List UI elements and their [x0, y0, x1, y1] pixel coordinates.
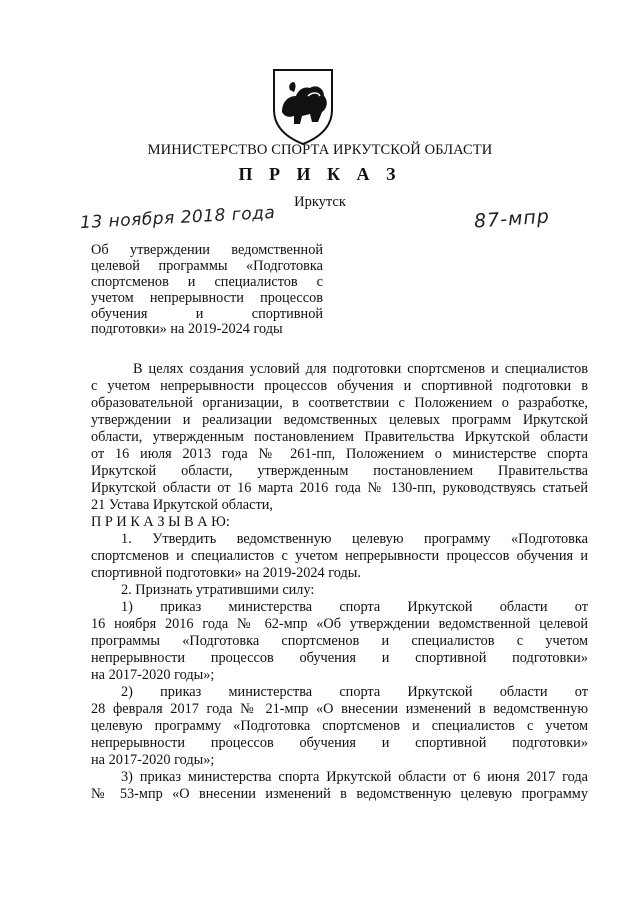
body-line: 1) приказ министерства спорта Иркутской области от	[121, 599, 588, 615]
subject-line: спортсменов и специалистов с	[91, 273, 323, 290]
body-line: спортивной подготовки» на 2019-2024 годы.	[91, 565, 361, 581]
body-line: непрерывности процессов обучения и спортивной подготовки»	[91, 650, 588, 666]
body-line: от 16 июля 2013 года № 261-пп, Положением о министерстве спорта	[91, 446, 588, 462]
body-line: 1. Утвердить ведомственную целевую программу «Подготовка	[121, 531, 588, 547]
body-line: области, утвержденным постановлением Правительства Иркутской области	[91, 429, 588, 445]
body-line: спортсменов и специалистов с учетом непрерывности процессов обучения и	[91, 548, 588, 564]
body-line: Иркутской области, утвержденным постановлением Правительства	[91, 463, 588, 479]
body-line: на 2017-2020 годы»;	[91, 752, 215, 768]
subject-line: подготовки» на 2019-2024 годы	[91, 321, 283, 338]
body-line: Иркутской области от 16 марта 2016 года № 130-пп, руководствуясь статьей	[91, 480, 588, 496]
prikazyvayu-heading: П Р И К А З Ы В А Ю:	[91, 514, 230, 530]
subject-line: целевой программы «Подготовка	[91, 257, 323, 274]
body-line: непрерывности процессов обучения и спортивной подготовки»	[91, 735, 588, 751]
body-line: 2. Признать утратившими силу:	[121, 582, 315, 598]
body-line: 21 Устава Иркутской области,	[91, 497, 273, 513]
body-line: 16 ноября 2016 года № 62-мпр «Об утверждении ведомственной целевой	[91, 616, 588, 632]
order-body	[91, 361, 588, 803]
city-name: Иркутск	[294, 194, 346, 210]
body-line: образовательной организации, в соответствии с Положением о разработке,	[91, 395, 588, 411]
body-line: целевую программу «Подготовка спортсменов и специалистов с учетом	[91, 718, 588, 734]
body-line: 3) приказ министерства спорта Иркутской области от 6 июня 2017 года	[121, 769, 588, 785]
body-line: № 53-мпр «О внесении изменений в ведомственную целевую программу	[91, 786, 588, 802]
subject-line: учетом непрерывности процессов	[91, 289, 323, 306]
irkutsk-coat-of-arms-icon	[268, 66, 338, 146]
body-line: на 2017-2020 годы»;	[91, 667, 215, 683]
order-title: П Р И К А З	[238, 164, 402, 184]
body-line: 2) приказ министерства спорта Иркутской области от	[121, 684, 588, 700]
order-subject	[91, 243, 323, 338]
body-line: 28 февраля 2017 года № 21-мпр «О внесении изменений в ведомственную	[91, 701, 588, 717]
handwritten-order-number: 87-мпр	[473, 205, 551, 233]
handwritten-date: 13 ноября 2018 года	[79, 202, 276, 234]
body-line: В целях создания условий для подготовки спортсменов и специалистов	[133, 361, 588, 377]
body-line: программы «Подготовка спортсменов и специалистов с учетом	[91, 633, 588, 649]
coat-of-arms-emblem	[268, 66, 338, 146]
ministry-name: МИНИСТЕРСТВО СПОРТА ИРКУТСКОЙ ОБЛАСТИ	[147, 142, 493, 158]
body-line: с учетом непрерывности процессов обучения и спортивной подготовки в	[91, 378, 588, 394]
subject-line: обучения и спортивной	[91, 305, 323, 322]
body-line: утверждении и реализации ведомственных целевых программ Иркутской	[91, 412, 588, 428]
subject-line: Об утверждении ведомственной	[91, 242, 323, 258]
